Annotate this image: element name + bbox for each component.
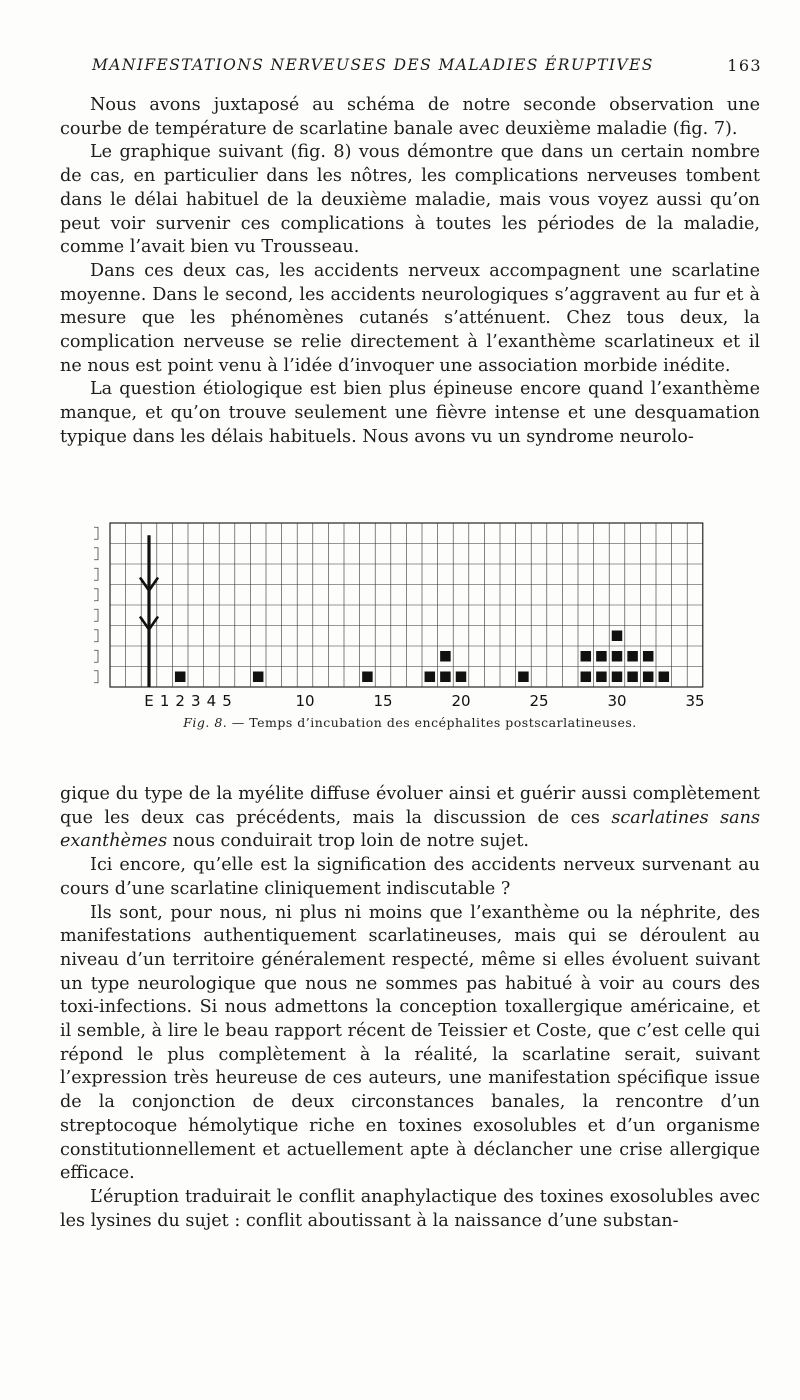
figure-caption-label: Fig. 8. (183, 715, 228, 730)
paragraph: Ils sont, pour nous, ni plus ni moins que l’exanthème ou la néphrite, des manifestations authentiquement scarlatineuses, mais qui se déroulent au niveau d’un territoire généralement respecté, même si elles évoluent suivant un type neurologique que nous ne sommes pas habitué à voir au cours des toxi-infections. Si nous admettons la conception toxallergique américaine, et il semble, à lire le beau rapport récent de Teissier et Coste, que c’est celle qui répond le plus complètement à la réalité, la scarlatine serait, suivant l’expression très heureuse de ces auteurs, une manifestation spécifique issue de la conjonction de deux circonstances banales, la rencontre d’un streptocoque hémolytique riche en toxines exosolubles et d’un organisme constitutionnellement et actuellement apte à déclancher une crise allergique efficace. (60, 902, 760, 1184)
paragraph: Ici encore, qu’elle est la signification des accidents nerveux survenant au cours d’une scarlatine cliniquement indiscutable ? (60, 855, 760, 899)
body-text-bottom (60, 783, 760, 1233)
row-tick-mark (94, 609, 98, 621)
row-tick-mark (94, 650, 98, 662)
case-square (362, 672, 373, 683)
case-square (456, 672, 467, 683)
case-square (659, 672, 670, 683)
figure-8 (60, 520, 760, 750)
case-square (175, 672, 186, 683)
row-tick-mark (94, 548, 98, 560)
paragraph-text: gique du type de la myélite diffuse évoluer ainsi et guérir aussi complètement que les deux cas précédents, mais la discussion de ces (60, 784, 760, 828)
case-square (596, 651, 607, 662)
case-square (581, 672, 592, 683)
x-tick-label: 2 (175, 692, 185, 710)
case-square (643, 672, 654, 683)
running-title: MANIFESTATIONS NERVEUSES DES MALADIES ÉRUPTIVES (92, 56, 654, 74)
row-tick-mark (94, 671, 98, 683)
case-square (440, 672, 451, 683)
paragraph-text: nous conduirait trop loin de notre sujet. (167, 831, 530, 852)
row-tick-mark (94, 589, 98, 601)
x-tick-label: 30 (607, 692, 627, 710)
x-tick-label: E (144, 692, 154, 710)
body-text-top (60, 94, 760, 450)
case-square (518, 672, 529, 683)
running-header (92, 56, 762, 82)
paragraph: La question étiologique est bien plus épineuse encore quand l’exanthème manque, et qu’on trouve seulement une fièvre intense et une desquamation typique dans les délais habituels. Nous avons vu un syndrome neurolo- (60, 379, 760, 447)
case-square (612, 651, 623, 662)
case-square (612, 631, 623, 642)
paragraph (60, 783, 760, 854)
case-square (581, 651, 592, 662)
row-tick-mark (94, 630, 98, 642)
figure-caption-text: — Temps d’incubation des encéphalites postscarlatineuses. (227, 715, 637, 730)
x-tick-label: 4 (206, 692, 217, 710)
x-tick-label: 15 (373, 692, 393, 710)
case-square (253, 672, 264, 683)
x-tick-label: 5 (222, 692, 232, 710)
x-tick-label: 20 (451, 692, 471, 710)
paragraph: L’éruption traduirait le conflit anaphylactique des toxines exosolubles avec les lysines du sujet : conflit aboutissant à la naissance d’une substan- (60, 1186, 760, 1231)
case-square (643, 651, 654, 662)
x-tick-label: 25 (529, 692, 549, 710)
row-tick-mark (94, 568, 98, 580)
paragraph: Nous avons juxtaposé au schéma de notre seconde observation une courbe de température de scarlatine banale avec deuxième maladie (fig. 7). (60, 95, 760, 139)
page-number: 163 (727, 56, 762, 75)
case-square (627, 672, 638, 683)
case-square (596, 672, 607, 683)
case-square (627, 651, 638, 662)
case-square (612, 672, 623, 683)
case-square (440, 651, 451, 662)
paragraph: Dans ces deux cas, les accidents nerveux accompagnent une scarlatine moyenne. Dans le second, les accidents neurologiques s’aggravent au fur et à mesure que les phénomènes cutanés s’atténuent. Chez tous deux, la complication nerveuse se relie directement à l’exanthème scarlatineux et il ne nous est point venu à l’idée d’invoquer une association morbide inédite. (60, 260, 760, 376)
x-tick-label: 35 (685, 692, 705, 710)
x-tick-label: 3 (191, 692, 201, 710)
figure-caption (60, 715, 760, 730)
case-square (425, 672, 436, 683)
emphasis-text: scarlatines sans exanthèmes (60, 807, 761, 852)
incubation-chart (60, 520, 760, 710)
paragraph: Le graphique suivant (fig. 8) vous démontre que dans un certain nombre de cas, en particulier dans les nôtres, les complications nerveuses tombent dans le délai habituel de la deuxième maladie, mais vous voyez aussi qu’on peut voir survenir ces complications à toutes les périodes de la maladie, comme l’avait bien vu Trousseau. (60, 142, 760, 258)
x-tick-label: 10 (295, 692, 315, 710)
row-tick-mark (94, 527, 98, 539)
x-tick-label: 1 (159, 692, 170, 710)
